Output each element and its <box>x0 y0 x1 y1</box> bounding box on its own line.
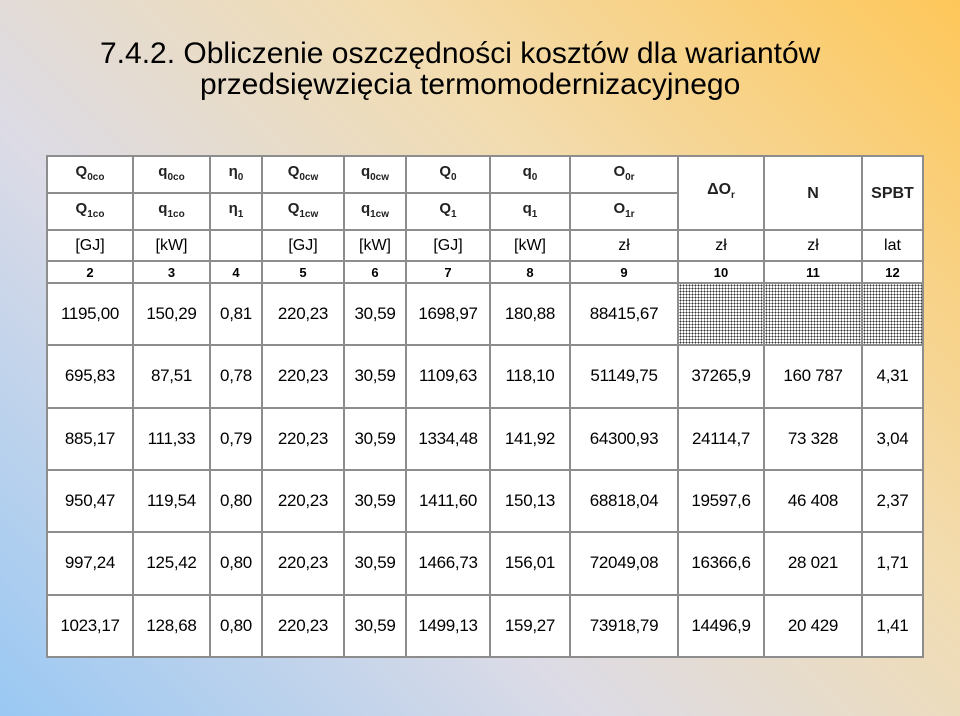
table-cell: 51149,75 <box>570 345 678 407</box>
table-row <box>47 532 923 594</box>
header-span-cell <box>862 156 923 230</box>
table-cell: 0,80 <box>210 595 262 657</box>
table-cell: 16366,6 <box>678 532 764 594</box>
table-cell: 0,81 <box>210 283 262 345</box>
table-cell: 1334,48 <box>406 408 490 470</box>
table-cell: 20 429 <box>764 595 862 657</box>
unit-cell: zł <box>764 230 862 261</box>
unit-cell: zł <box>678 230 764 261</box>
hatched-empty-cell <box>862 283 923 345</box>
unit-cell: [kW] <box>133 230 210 261</box>
table-cell: 220,23 <box>262 283 344 345</box>
table-cell: 220,23 <box>262 595 344 657</box>
table-cell: 30,59 <box>344 408 406 470</box>
column-number-cell: 3 <box>133 261 210 283</box>
table-cell: 111,33 <box>133 408 210 470</box>
column-number-cell: 10 <box>678 261 764 283</box>
table-cell: 118,10 <box>490 345 570 407</box>
header-symbol: $q_0$ <box>522 163 538 183</box>
table-cell: 141,92 <box>490 408 570 470</box>
table-cell: 73918,79 <box>570 595 678 657</box>
header-symbol-cell <box>133 193 210 230</box>
table-cell: 0,78 <box>210 345 262 407</box>
header-symbol-cell <box>210 156 262 193</box>
table-cell: 30,59 <box>344 532 406 594</box>
table-cell: 128,68 <box>133 595 210 657</box>
table-cell: 3,04 <box>862 408 923 470</box>
column-number-row <box>47 261 923 283</box>
column-number-cell: 5 <box>262 261 344 283</box>
table-cell: 695,83 <box>47 345 133 407</box>
table-cell: 30,59 <box>344 345 406 407</box>
table-row <box>47 345 923 407</box>
column-number-cell: 11 <box>764 261 862 283</box>
header-symbol: $q_{1co}$ <box>158 200 185 220</box>
table-row <box>47 408 923 470</box>
header-symbol: $q_1$ <box>522 200 538 220</box>
table-cell: 150,29 <box>133 283 210 345</box>
slide-title <box>100 38 940 100</box>
title-line-1: 7.4.2. Obliczenie oszczędności kosztów dla wariantów <box>100 37 821 70</box>
column-number-cell: 4 <box>210 261 262 283</box>
table-cell: 1466,73 <box>406 532 490 594</box>
table-row <box>47 470 923 532</box>
table-cell: 125,42 <box>133 532 210 594</box>
table-cell: 180,88 <box>490 283 570 345</box>
header-symbol-cell <box>262 156 344 193</box>
header-symbol: $\eta_1$ <box>228 200 244 220</box>
header-symbol: $q_{1cw}$ <box>360 200 390 220</box>
table-cell: 73 328 <box>764 408 862 470</box>
header-symbol-cell <box>490 193 570 230</box>
table-cell: 220,23 <box>262 532 344 594</box>
table-cell: 30,59 <box>344 595 406 657</box>
header-symbol-cell <box>344 193 406 230</box>
header-row-top <box>47 156 923 193</box>
table-cell: 37265,9 <box>678 345 764 407</box>
header-span-cell <box>764 156 862 230</box>
header-symbol: $Q_0$ <box>439 163 457 183</box>
table-cell: 28 021 <box>764 532 862 594</box>
table-cell: 0,80 <box>210 470 262 532</box>
header-symbol: $Q_{0cw}$ <box>287 163 319 183</box>
table-cell: 1109,63 <box>406 345 490 407</box>
table-cell: 220,23 <box>262 408 344 470</box>
header-symbol-cell <box>133 156 210 193</box>
table-cell: 220,23 <box>262 470 344 532</box>
table-cell: 68818,04 <box>570 470 678 532</box>
units-row <box>47 230 923 261</box>
column-number-cell: 7 <box>406 261 490 283</box>
header-symbol-cell <box>262 193 344 230</box>
column-number-cell: 12 <box>862 261 923 283</box>
header-symbol: $q_{0co}$ <box>158 163 185 183</box>
table-cell: 1,41 <box>862 595 923 657</box>
table-cell: 14496,9 <box>678 595 764 657</box>
table-cell: 19597,6 <box>678 470 764 532</box>
header-span-cell <box>678 156 764 230</box>
table-cell: 159,27 <box>490 595 570 657</box>
column-number-cell: 8 <box>490 261 570 283</box>
table-cell: 88415,67 <box>570 283 678 345</box>
header-symbol-cell <box>490 156 570 193</box>
header-symbol: $Q_{1co}$ <box>75 200 105 220</box>
unit-cell: zł <box>570 230 678 261</box>
header-symbol-cell <box>406 193 490 230</box>
unit-cell <box>210 230 262 261</box>
column-number-cell: 6 <box>344 261 406 283</box>
table-cell: 997,24 <box>47 532 133 594</box>
header-symbol: $O_{0r}$ <box>613 163 635 183</box>
table-cell: 220,23 <box>262 345 344 407</box>
table-cell: 0,80 <box>210 532 262 594</box>
table-cell: 1195,00 <box>47 283 133 345</box>
header-symbol: $q_{0cw}$ <box>360 163 390 183</box>
hatched-empty-cell <box>678 283 764 345</box>
table-cell: 1698,97 <box>406 283 490 345</box>
table-cell: 46 408 <box>764 470 862 532</box>
header-symbol-cell <box>570 193 678 230</box>
header-symbol: $O_{1r}$ <box>613 200 635 220</box>
table-cell: 30,59 <box>344 283 406 345</box>
table-cell: 150,13 <box>490 470 570 532</box>
table-cell: 950,47 <box>47 470 133 532</box>
savings-table <box>46 155 924 658</box>
table-row <box>47 283 923 345</box>
table-cell: 1411,60 <box>406 470 490 532</box>
header-symbol-cell <box>47 156 133 193</box>
table-cell: 4,31 <box>862 345 923 407</box>
table-cell: 160 787 <box>764 345 862 407</box>
header-symbol-cell <box>406 156 490 193</box>
table-cell: 885,17 <box>47 408 133 470</box>
table-cell: 87,51 <box>133 345 210 407</box>
title-line-2: przedsięwzięcia termomodernizacyjnego <box>200 68 741 101</box>
unit-cell: [GJ] <box>47 230 133 261</box>
header-symbol: $\Delta O_r$ <box>707 181 735 202</box>
header-symbol-cell <box>570 156 678 193</box>
header-symbol: $Q_{1cw}$ <box>287 200 319 220</box>
table-cell: 30,59 <box>344 470 406 532</box>
table-cell: 119,54 <box>133 470 210 532</box>
table-cell: 156,01 <box>490 532 570 594</box>
table-cell: 1499,13 <box>406 595 490 657</box>
table-cell: 64300,93 <box>570 408 678 470</box>
unit-cell: [GJ] <box>406 230 490 261</box>
table-cell: 72049,08 <box>570 532 678 594</box>
header-symbol: SPBT <box>871 184 914 202</box>
unit-cell: lat <box>862 230 923 261</box>
header-symbol: $Q_1$ <box>439 200 457 220</box>
table-cell: 0,79 <box>210 408 262 470</box>
table-row <box>47 595 923 657</box>
hatched-empty-cell <box>764 283 862 345</box>
table-cell: 1023,17 <box>47 595 133 657</box>
column-number-cell: 9 <box>570 261 678 283</box>
header-symbol: N <box>807 184 819 202</box>
header-symbol-cell <box>210 193 262 230</box>
unit-cell: [kW] <box>490 230 570 261</box>
header-symbol-cell <box>47 193 133 230</box>
table-cell: 2,37 <box>862 470 923 532</box>
header-symbol: $\eta_0$ <box>228 163 244 183</box>
table-cell: 24114,7 <box>678 408 764 470</box>
unit-cell: [kW] <box>344 230 406 261</box>
header-symbol: $Q_{0co}$ <box>75 163 105 183</box>
column-number-cell: 2 <box>47 261 133 283</box>
unit-cell: [GJ] <box>262 230 344 261</box>
header-symbol-cell <box>344 156 406 193</box>
table-cell: 1,71 <box>862 532 923 594</box>
